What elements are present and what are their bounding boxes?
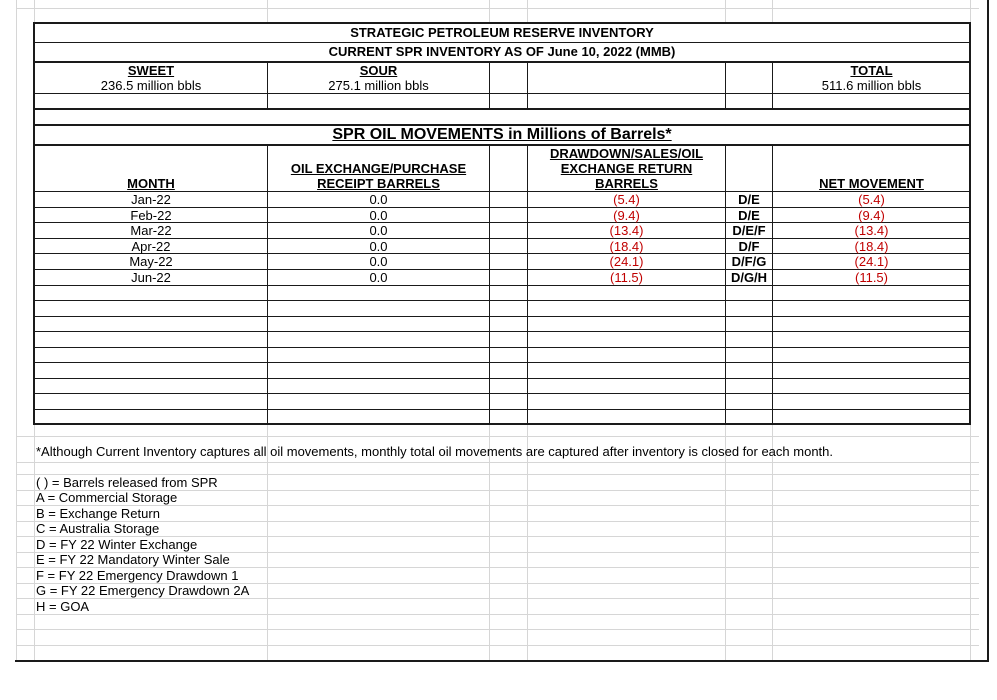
total-value: 511.6 million bbls bbox=[821, 78, 922, 93]
exchange-cell: 0.0 bbox=[369, 254, 388, 269]
drawdown-column-header: DRAWDOWN/SALES/OIL bbox=[549, 146, 704, 161]
legend-item: D = FY 22 Winter Exchange bbox=[36, 537, 198, 552]
inventory-date-heading: CURRENT SPR INVENTORY AS OF June 10, 2022 (MMB) bbox=[328, 44, 676, 59]
footnote: *Although Current Inventory captures all oil movements, monthly total oil movements are captured after inventory is closed for each month. bbox=[36, 444, 833, 459]
table-rule bbox=[33, 42, 971, 43]
table-rule bbox=[33, 362, 971, 363]
drawdown-cell: (9.4) bbox=[613, 208, 640, 223]
drawdown-column-header: EXCHANGE RETURN bbox=[560, 161, 693, 176]
month-cell: Mar-22 bbox=[130, 223, 172, 238]
gridline bbox=[16, 598, 979, 599]
table-rule bbox=[33, 300, 971, 301]
drawdown-cell: (18.4) bbox=[609, 239, 644, 254]
table-rule bbox=[33, 93, 971, 94]
table-rule bbox=[33, 144, 971, 146]
page-edge bbox=[15, 660, 989, 662]
code-cell: D/E bbox=[738, 208, 760, 223]
table-rule bbox=[33, 393, 971, 394]
exchange-cell: 0.0 bbox=[369, 192, 388, 207]
net-cell: (18.4) bbox=[854, 239, 889, 254]
table-row bbox=[0, 239, 997, 255]
total-header: TOTAL bbox=[850, 63, 893, 78]
month-cell: Jan-22 bbox=[131, 192, 171, 207]
table-row bbox=[0, 254, 997, 270]
gridline bbox=[16, 505, 979, 506]
table-row bbox=[0, 223, 997, 239]
month-column-header: MONTH bbox=[127, 176, 175, 191]
page-edge bbox=[987, 0, 989, 662]
table-rule bbox=[33, 331, 971, 332]
legend-item: C = Australia Storage bbox=[36, 521, 160, 536]
code-cell: D/G/H bbox=[730, 270, 768, 285]
legend-item: ( ) = Barrels released from SPR bbox=[36, 475, 218, 490]
sweet-value: 236.5 million bbls bbox=[100, 78, 202, 93]
exchange-cell: 0.0 bbox=[369, 223, 388, 238]
drawdown-column-header: BARRELS bbox=[595, 176, 658, 191]
legend-item: E = FY 22 Mandatory Winter Sale bbox=[36, 552, 230, 567]
table-rule bbox=[725, 62, 726, 109]
net-cell: (11.5) bbox=[855, 270, 888, 285]
month-cell: May-22 bbox=[129, 254, 173, 269]
gridline bbox=[16, 629, 979, 630]
code-cell: D/F bbox=[738, 239, 760, 254]
net-cell: (9.4) bbox=[858, 208, 885, 223]
exchange-cell: 0.0 bbox=[369, 239, 388, 254]
legend-item: A = Commercial Storage bbox=[36, 490, 178, 505]
table-rule bbox=[33, 347, 971, 348]
table-rule bbox=[33, 316, 971, 317]
net-movement-column-header: NET MOVEMENT bbox=[819, 176, 924, 191]
net-cell: (5.4) bbox=[858, 192, 885, 207]
page-title: STRATEGIC PETROLEUM RESERVE INVENTORY bbox=[350, 25, 654, 40]
table-row bbox=[0, 208, 997, 224]
gridline bbox=[16, 521, 979, 522]
net-cell: (13.4) bbox=[854, 223, 889, 238]
gridline bbox=[16, 645, 979, 646]
legend-item: H = GOA bbox=[36, 599, 90, 614]
gridline bbox=[16, 0, 17, 662]
table-rule bbox=[527, 62, 528, 109]
table-rule bbox=[489, 62, 490, 109]
gridline bbox=[16, 436, 979, 437]
table-rule bbox=[33, 108, 971, 110]
drawdown-cell: (11.5) bbox=[610, 270, 643, 285]
table-row bbox=[0, 192, 997, 208]
gridline bbox=[16, 8, 979, 9]
exchange-cell: 0.0 bbox=[369, 208, 388, 223]
table-rule bbox=[33, 378, 971, 379]
table-row bbox=[0, 270, 997, 286]
drawdown-cell: (5.4) bbox=[613, 192, 640, 207]
exchange-column-header: RECEIPT BARRELS bbox=[317, 176, 440, 191]
legend-item: B = Exchange Return bbox=[36, 506, 160, 521]
legend-item: F = FY 22 Emergency Drawdown 1 bbox=[36, 568, 239, 583]
movements-heading: SPR OIL MOVEMENTS in Millions of Barrels* bbox=[332, 126, 672, 143]
sour-value: 275.1 million bbls bbox=[328, 78, 429, 93]
sweet-header: SWEET bbox=[127, 63, 175, 78]
exchange-cell: 0.0 bbox=[369, 270, 388, 285]
month-cell: Apr-22 bbox=[131, 239, 171, 254]
legend-item: G = FY 22 Emergency Drawdown 2A bbox=[36, 583, 250, 598]
code-cell: D/E bbox=[738, 192, 760, 207]
exchange-column-header: OIL EXCHANGE/PURCHASE bbox=[290, 161, 467, 176]
code-cell: D/E/F bbox=[732, 223, 766, 238]
drawdown-cell: (24.1) bbox=[609, 254, 644, 269]
table-rule bbox=[33, 409, 971, 410]
code-cell: D/F/G bbox=[731, 254, 767, 269]
drawdown-cell: (13.4) bbox=[609, 223, 644, 238]
month-cell: Jun-22 bbox=[131, 270, 171, 285]
gridline bbox=[16, 462, 979, 463]
gridline bbox=[16, 614, 979, 615]
sour-header: SOUR bbox=[359, 63, 398, 78]
month-cell: Feb-22 bbox=[130, 208, 172, 223]
net-cell: (24.1) bbox=[854, 254, 889, 269]
